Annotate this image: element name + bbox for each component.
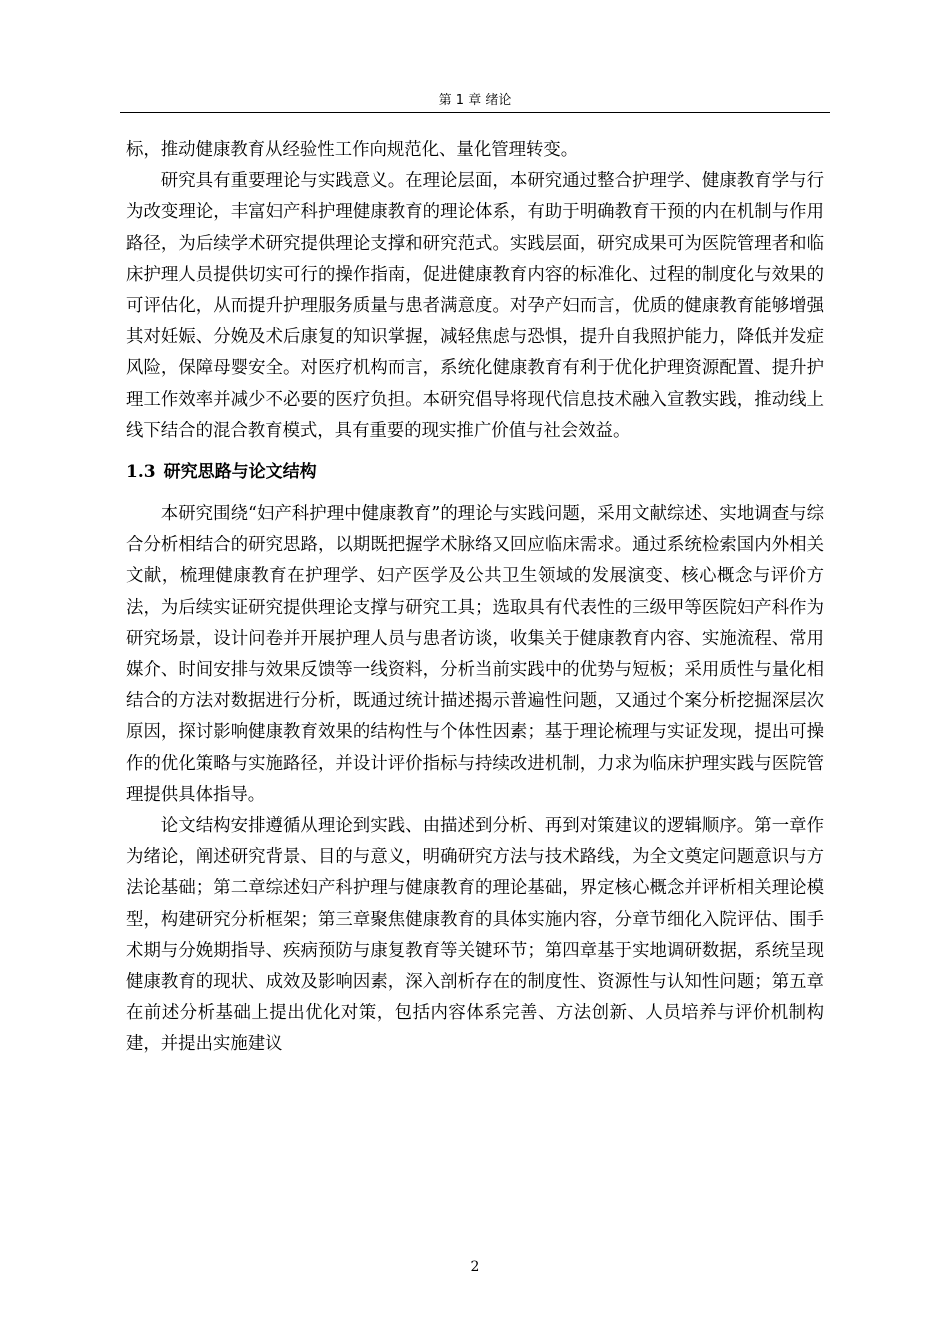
body-text — [126, 135, 824, 1061]
paragraph-continued: 标，推动健康教育从经验性工作向规范化、量化管理转变。 — [126, 140, 579, 160]
section-title: 研究思路与论文结构 — [163, 462, 317, 483]
section-heading — [126, 455, 824, 489]
paragraph-structure: 论文结构安排遵循从理论到实践、由描述到分析、再到对策建议的逻辑顺序。第一章作为绪论，阐述研究背景、目的与意义，明确研究方法与技术路线，为全文奠定问题意识与方法论基础；第二章综述妇产科护理与健康教育的理论基础，界定核心概念并评析相关理论模型，构建研究分析框架；第三章聚焦健康教育的具体实施内容，分章节细化入院评估、围手术期与分娩期指导、疾病预防与康复教育等关键环节；第四章基于实地调研数据，系统呈现健康教育的现状、成效及影响因素，深入剖析存在的制度性、资源性与认知性问题；第五章在前述分析基础上提出优化对策，包括内容体系完善、方法创新、人员培养与评价机制构建，并提出实施建议 — [126, 816, 824, 1055]
section-number: 1.3 — [126, 462, 156, 483]
paragraph-approach: 本研究围绕“妇产科护理中健康教育”的理论与实践问题，采用文献综述、实地调查与综合分析相结合的研究思路，以期既把握学术脉络又回应临床需求。通过系统检索国内外相关文献，梳理健康教育在护理学、妇产医学及公共卫生领域的发展演变、核心概念与评价方法，为后续实证研究提供理论支撑与研究工具；选取具有代表性的三级甲等医院妇产科作为研究场景，设计问卷并开展护理人员与患者访谈，收集关于健康教育内容、实施流程、常用媒介、时间安排与效果反馈等一线资料，分析当前实践中的优势与短板；采用质性与量化相结合的方法对数据进行分析，既通过统计描述揭示普遍性问题，又通过个案分析挖掘深层次原因，探讨影响健康教育效果的结构性与个体性因素；基于理论梳理与实证发现，提出可操作的优化策略与实施路径，并设计评价指标与持续改进机制，力求为临床护理实践与医院管理提供具体指导。 — [126, 504, 824, 805]
page-number: 2 — [470, 1259, 480, 1275]
paragraph-significance: 研究具有重要理论与实践意义。在理论层面，本研究通过整合护理学、健康教育学与行为改变理论，丰富妇产科护理健康教育的理论体系，有助于明确教育干预的内在机制与作用路径，为后续学术研究提供理论支撑和研究范式。实践层面，研究成果可为医院管理者和临床护理人员提供切实可行的操作指南，促进健康教育内容的标准化、过程的制度化与效果的可评估化，从而提升护理服务质量与患者满意度。对孕产妇而言，优质的健康教育能够增强其对妊娠、分娩及术后康复的知识掌握，减轻焦虑与恐惧，提升自我照护能力，降低并发症风险，保障母婴安全。对医疗机构而言，系统化健康教育有利于优化护理资源配置、提升护理工作效率并减少不必要的医疗负担。本研究倡导将现代信息技术融入宣教实践，推动线上线下结合的混合教育模式，具有重要的现实推广价值与社会效益。 — [126, 171, 824, 441]
header-rule — [120, 112, 830, 113]
running-header: 第 1 章 绪论 — [438, 93, 512, 108]
